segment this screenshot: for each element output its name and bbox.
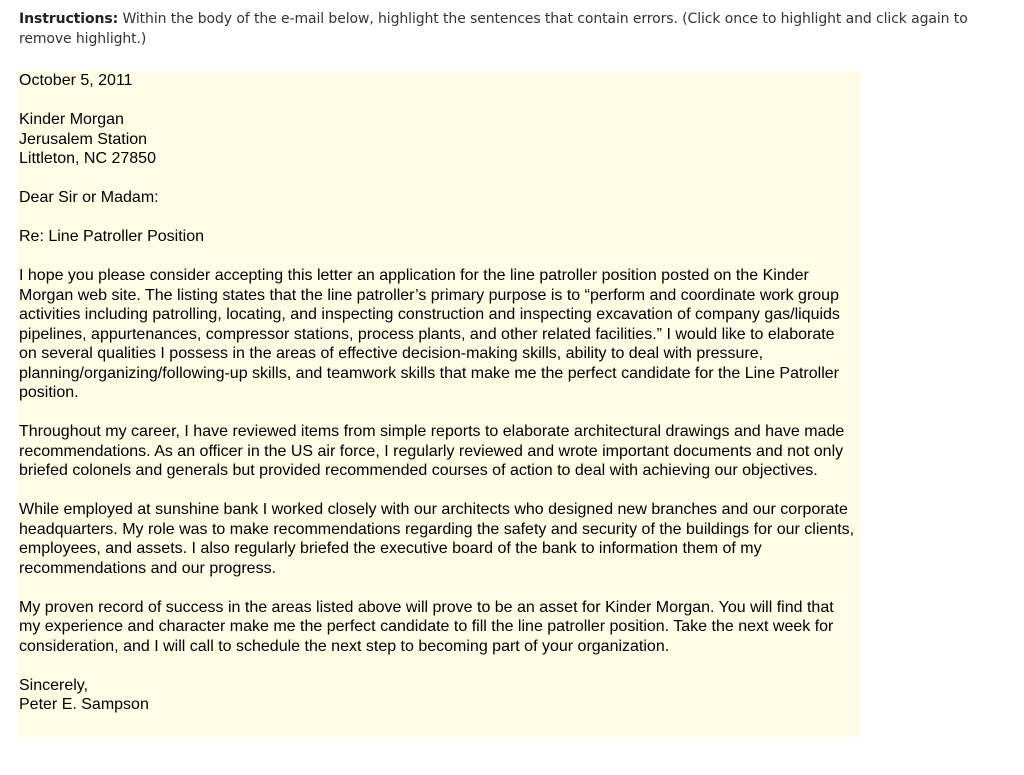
paragraph-3 [19,500,860,578]
sentence[interactable]: My proven record of success in the areas listed above will prove to be an asset for Kinder Morgan. [19,598,715,616]
address-line-city[interactable]: Littleton, NC 27850 [19,150,156,167]
sentence[interactable]: You will find that my experience and character make me the perfect candidate to fill the line patroller position. [19,598,834,635]
sentence[interactable]: While employed at sunshine bank I worked closely with our architects who designed new branches and our corporate headquarters. [19,501,848,538]
paragraph-4 [19,598,855,657]
sentence[interactable]: I hope you please consider accepting this letter an application for the line patroller position posted on the Kinder Morgan web site. [19,267,809,304]
spacer [19,247,860,267]
address-line-station[interactable]: Jerusalem Station [19,130,148,148]
subject-line[interactable]: Re: Line Patroller Position [19,228,204,245]
address-line-company[interactable]: Kinder Morgan [19,111,124,128]
spacer [19,169,860,189]
sentence[interactable]: I also regularly briefed the executive board of the bank to information them of my recommendations and our progress. [19,540,762,577]
paragraph-2 [19,422,855,481]
letter-date[interactable]: October 5, 2011 [19,72,133,89]
salutation[interactable]: Dear Sir or Madam: [19,189,159,206]
spacer [19,91,860,111]
instructions-label: Instructions: [19,11,119,27]
sentence[interactable]: As an officer in the US air force, I regularly reviewed and wrote important documents and not only briefed colonels and generals but provided recommended courses of action to deal with achieving our objectives. [19,442,844,479]
instructions-body: Within the body of the e-mail below, highlight the sentences that contain errors. (Click once to highlight and click again to remove highlight.) [19,11,968,47]
signature[interactable]: Peter E. Sampson [19,696,149,713]
closing[interactable]: Sincerely, [19,676,89,694]
sentence[interactable]: Throughout my career, I have reviewed items from simple reports to elaborate architectural drawings and have made recommendations. [19,423,845,460]
sentence[interactable]: The listing states that the line patroller’s primary purpose is to “perform and coordinate work group activities including patrolling, locating, and inspecting construction and inspecting excavation of company gas/liquids pipelines, appurtenances, compressor stations, process plants, and other related facilities.” [19,286,840,343]
sentence[interactable]: I would like to elaborate on several qualities I possess in the areas of effective decision-making skills, ability to deal with pressure, planning/organizing/following-up skills, and teamwork skills that make me the perfect candidate for the Line Patroller position. [19,325,839,401]
sentence[interactable]: My role was to make recommendations regarding the safety and security of the buildings for our clients, employees, and assets. [19,520,855,557]
sentence[interactable]: Take the next week for consideration, and I will call to schedule the next step to becoming part of your organization. [19,618,834,655]
instructions-text [19,10,1015,49]
spacer [19,208,860,228]
email-body [18,71,860,737]
email-content [18,71,860,715]
paragraph-1 [19,266,855,403]
